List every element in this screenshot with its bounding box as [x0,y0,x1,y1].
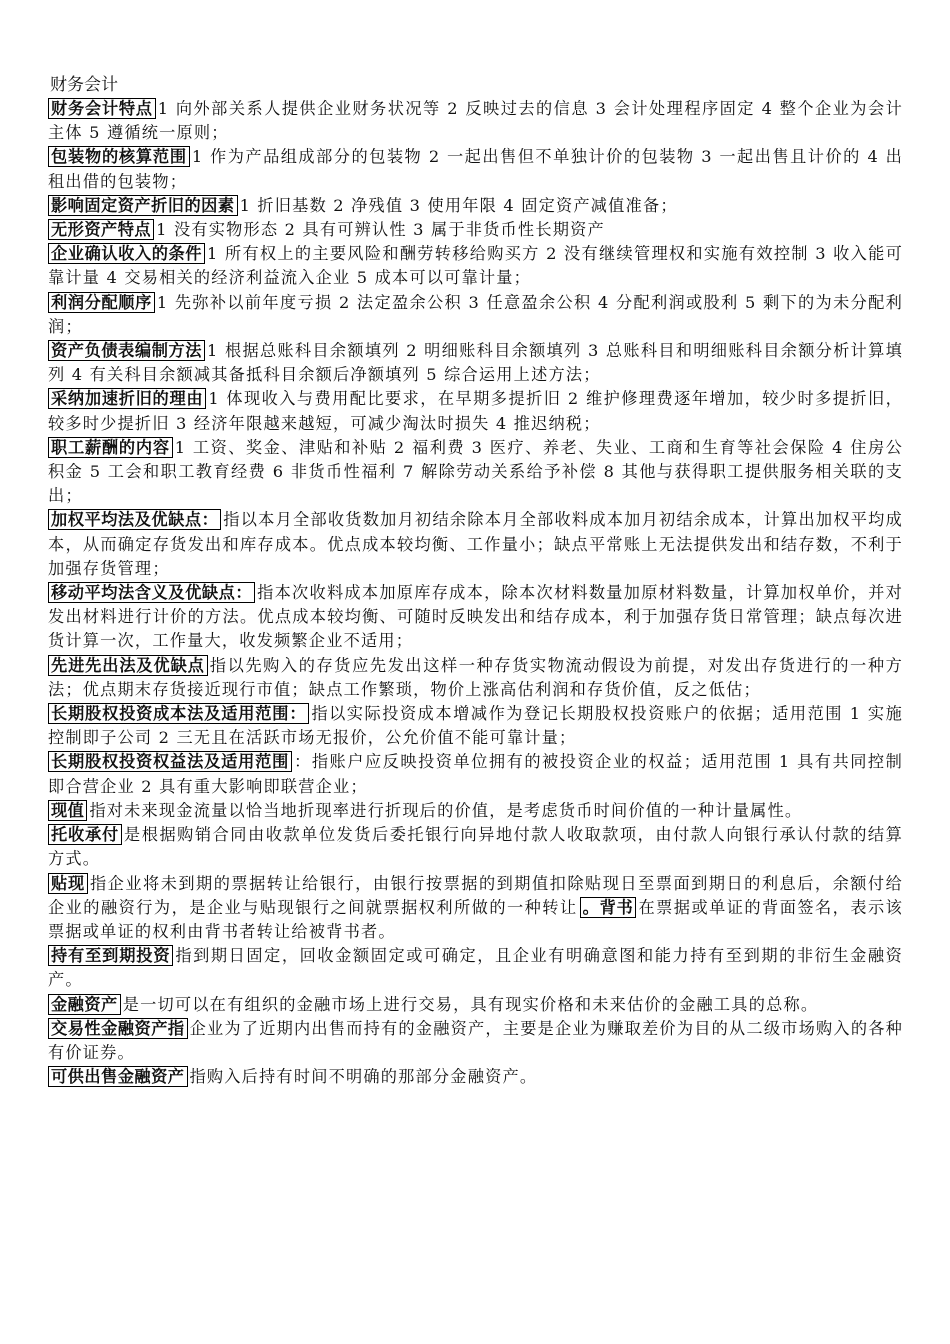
entry-text: 1 作为产品组成部分的包装物 2 一起出售但不单独计价的包装物 3 一起出售且计价的 4 出租出借的包装物； [48,147,903,191]
entry-accelerated-depreciation [48,387,903,435]
entry-financial-assets [48,993,903,1017]
entry-available-for-sale [48,1065,903,1089]
entry-text: 1 向外部关系人提供企业财务状况等 2 反映过去的信息 3 会计处理程序固定 4 整个企业为会计主体 5 遵循统一原则； [48,99,904,143]
term-label: 先进先出法及优缺点 [48,655,208,676]
entry-text: 指以本月全部收货数加月初结余除本月全部收料成本加月初结余成本，计算出加权平均成本，从而确定存货发出和库存成本。优点成本较均衡、工作量小；缺点平常账上无法提供发出和结存数，不利于加强存货管理； [48,510,904,578]
term-label: 移动平均法含义及优缺点： [48,582,255,603]
term-label: 影响固定资产折旧的因素 [48,195,238,216]
term-label: 包装物的核算范围 [48,146,190,167]
entry-text: 1 根据总账科目余额填列 2 明细账科目余额填列 3 总账科目和明细账科目余额分析计算填列 4 有关科目余额减其备抵科目余额后净额填列 5 综合运用上述方法； [48,341,904,385]
document-page [48,74,903,1089]
entry-employee-compensation [48,436,903,509]
entry-revenue-conditions [48,242,903,290]
entry-profit-distribution [48,291,903,339]
term-label: 利润分配顺序 [48,292,155,313]
entry-text: 企业为了近期内出售而持有的金融资产，主要是企业为赚取差价为目的从二级市场购入的各种有价证券。 [48,1018,904,1062]
entry-text: 指对未来现金流量以恰当地折现率进行折现后的价值，是考虑货币时间价值的一种计量属性。 [89,800,803,820]
entry-text: 1 体现收入与费用配比要求，在早期多提折旧 2 维护修理费逐年增加，较少时多提折旧，较多时少提折旧 3 经济年限越来越短，可减少淘汰时损失 4 推迟纳税； [48,389,904,433]
entry-discounting [48,872,903,945]
entry-text: 1 折旧基数 2 净残值 3 使用年限 4 固定资产减值准备； [239,195,678,215]
entry-weighted-average [48,508,903,581]
term-label: 企业确认收入的条件 [48,243,205,264]
entry-moving-average [48,581,903,654]
term-label: 交易性金融资产指 [48,1018,188,1039]
term-label: 财务会计特点 [48,98,156,119]
term-label: 长期股权投资权益法及适用范围 [48,751,292,772]
entry-text: ：指账户应反映投资单位拥有的被投资企业的权益；适用范围 1 具有共同控制即合营企业 2 具有重大影响即联营企业； [48,752,904,796]
entry-text: 指本次收料成本加原库存成本，除本次材料数量加原材料数量，计算加权单价，并对发出材料进行计价的方法。优点成本较均衡、可随时反映发出和结存成本，利于加强存货日常管理；缺点每次进货计算一次，工作量大，收发频繁企业不适用； [48,583,903,651]
term-label: 持有至到期投资 [48,945,173,966]
entry-balance-sheet-methods [48,339,903,387]
entry-text: 1 所有权上的主要风险和酬劳转移给购买方 2 没有继续管理权和实施有效控制 3 收入能可靠计量 4 交易相关的经济利益流入企业 5 成本可以可靠计量； [48,244,904,288]
entry-text: 1 先弥补以前年度亏损 2 法定盈余公积 3 任意盈余公积 4 分配利润或股利 5 剩下的为未分配利润； [48,292,903,336]
document-title: 财务会计 [50,75,118,95]
entry-financial-accounting-features [48,97,903,145]
term-label: 现值 [48,800,87,821]
entry-depreciation-factors [48,194,903,218]
entry-text: 指到期日固定，回收金额固定或可确定，且企业有明确意图和能力持有至到期的非衍生金融资产。 [48,946,903,990]
term-label: 贴现 [48,873,88,894]
entry-text: 指企业将未到期的票据转让给银行，由银行按票据的到期值扣除贴现日至票面到期日的利息后，余额付给企业的融资行为，是企业与贴现银行之间就票据权利所做的一种转让 [48,873,903,917]
entry-text: 指以先购入的存货应先发出这样一种存货实物流动假设为前提，对发出存货进行的一种方法；优点期末存货接近现行市值；缺点工作繁琐，物价上涨高估利润和存货价值，反之低估； [48,655,904,699]
entry-cost-method [48,702,903,750]
entry-packaging-scope [48,145,903,193]
entry-text: 是一切可以在有组织的金融市场上进行交易，具有现实价格和未来估价的金融工具的总称。 [122,994,819,1014]
entry-trading-assets [48,1017,903,1065]
entry-text: 1 没有实物形态 2 具有可辨认性 3 属于非货币性长期资产 [156,220,605,240]
entry-collection-acceptance [48,823,903,871]
term-label-endorsement: 。背书 [580,897,637,918]
term-label: 长期股权投资成本法及适用范围： [48,703,309,724]
term-label: 托收承付 [48,824,122,845]
entry-present-value [48,799,903,823]
entry-intangible-features [48,218,903,242]
term-label: 加权平均法及优缺点： [48,509,221,530]
entry-text: 指以实际投资成本增减作为登记长期股权投资账户的依据；适用范围 1 实施控制即子公司 2 三无且在活跃市场无报价，公允价值不能可靠计量； [48,704,903,748]
term-label: 职工薪酬的内容 [48,437,173,458]
term-label: 可供出售金融资产 [48,1066,188,1087]
term-label: 金融资产 [48,994,121,1015]
entry-text-endorsement: 在票据或单证的背面签名，表示该票据或单证的权利由背书者转让给被背书者。 [48,897,904,941]
entry-text: 指购入后持有时间不明确的那部分金融资产。 [189,1067,538,1087]
term-label: 无形资产特点 [48,219,154,240]
term-label: 资产负债表编制方法 [48,340,205,361]
entry-held-to-maturity [48,944,903,992]
entry-equity-method [48,750,903,798]
term-label: 采纳加速折旧的理由 [48,388,206,409]
entry-text: 1 工资、奖金、津贴和补贴 2 福利费 3 医疗、养老、失业、工商和生育等社会保险 4 住房公积金 5 工会和职工教育经费 6 非货币性福利 7 解除劳动关系给予补偿 8 其他与获得职工提供服务相关联的支出； [48,437,903,506]
entry-fifo [48,654,903,702]
entry-text: 是根据购销合同由收款单位发货后委托银行向异地付款人收取款项，由付款人向银行承认付款的结算方式。 [48,825,904,869]
